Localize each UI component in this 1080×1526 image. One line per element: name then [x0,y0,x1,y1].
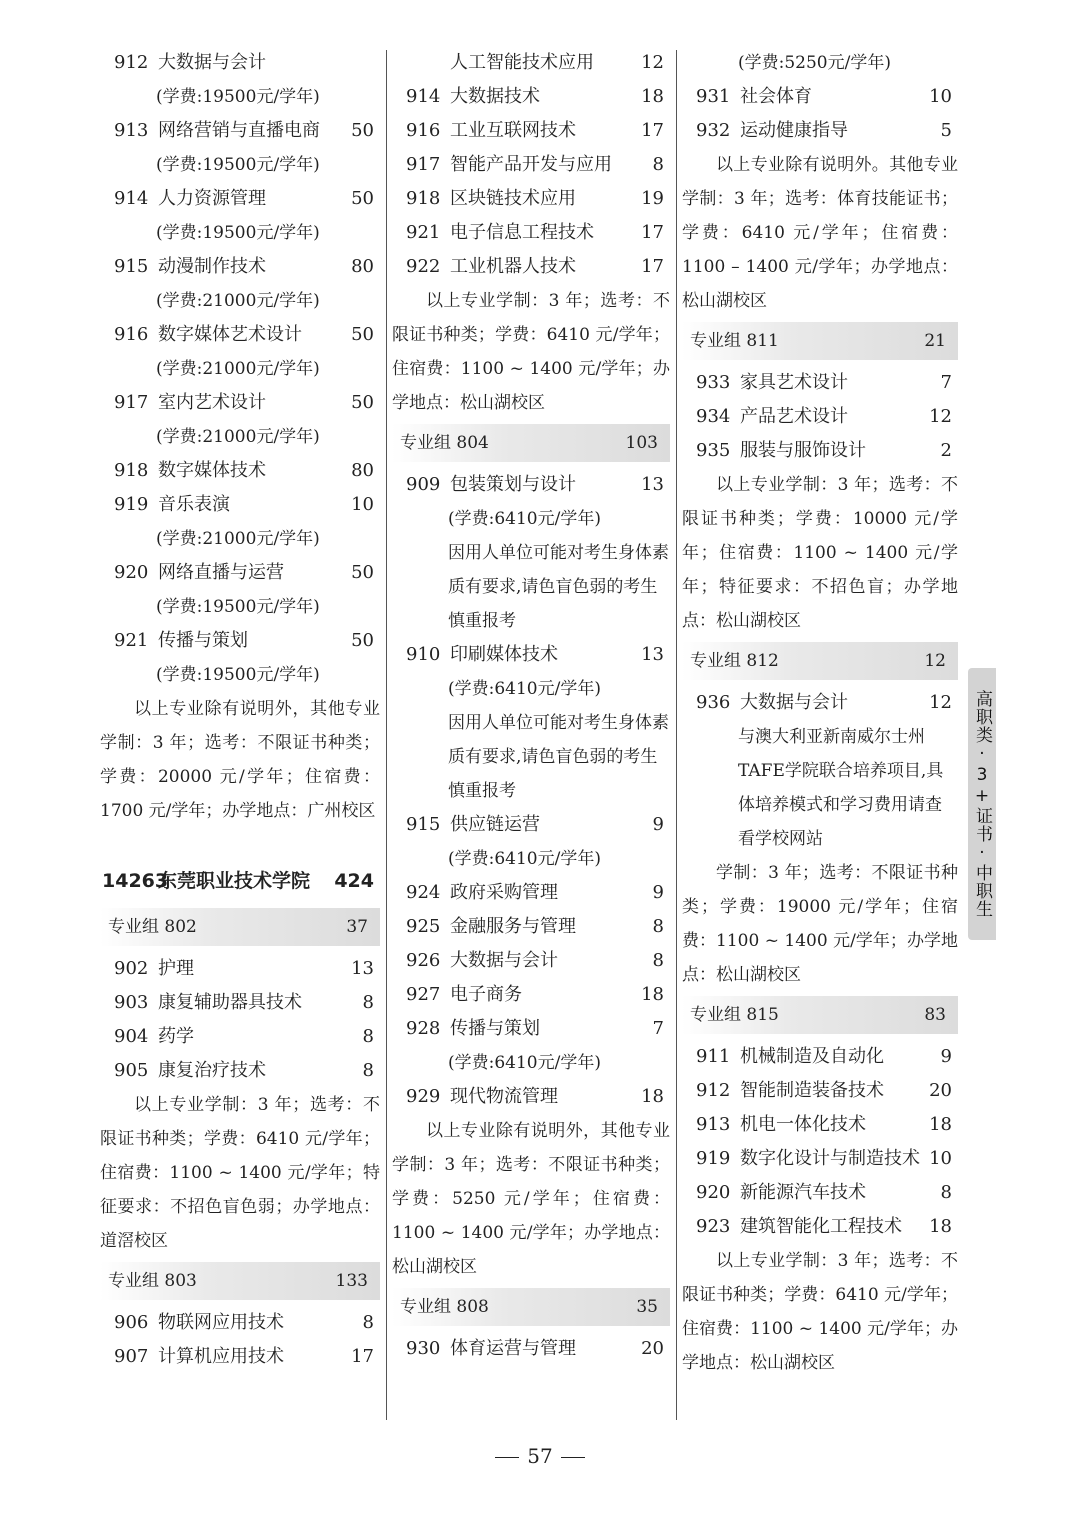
major-name: 社会体育 [740,86,812,107]
major-name: 政府采购管理 [450,882,558,903]
major-code: 905 [114,1060,149,1081]
major-entry [100,954,380,984]
group-label: 专业组 804 [400,433,489,453]
major-code: 931 [696,86,731,107]
tuition-note: (学费:6410元/学年) [448,1053,601,1073]
major-code: 914 [114,188,149,209]
major-name: 传播与策划 [450,1018,540,1039]
enrollment-count: 7 [652,1018,664,1039]
major-group-header [682,642,958,680]
enrollment-count: 50 [351,324,374,345]
group-label: 专业组 811 [690,331,779,351]
major-entry [392,1082,670,1112]
group-count: 103 [625,433,658,453]
major-entry [100,116,380,146]
major-entry [100,1056,380,1086]
major-code: 916 [114,324,149,345]
major-code: 920 [114,562,149,583]
group-count: 21 [924,331,946,351]
enrollment-count: 18 [641,86,664,107]
group-count: 133 [335,1271,368,1291]
major-name: 工业互联网技术 [450,120,576,141]
enrollment-count: 12 [929,692,952,713]
group-requirements: 以上专业除有说明外，其他专业学制：3 年；选考：不限证书种类；学费：20000 元/学年；住宿费：1700 元/学年；办学地点：广州校区 [100,699,380,821]
major-name: 机械制造及自动化 [740,1046,884,1067]
section-side-tab: 高职类·3+证书·中职生 [968,668,996,940]
tuition-note: (学费:6410元/学年) [448,509,601,529]
major-name: 电子商务 [450,984,522,1005]
tuition-note: (学费:21000元/学年) [156,291,320,311]
major-code: 926 [406,950,441,971]
major-name: 数字媒体艺术设计 [158,324,302,345]
major-entry [100,1342,380,1372]
tuition-note: (学费:6410元/学年) [448,849,601,869]
major-entry [100,626,380,656]
major-name: 供应链运营 [450,814,540,835]
enrollment-count: 17 [641,256,664,277]
enrollment-count: 50 [351,562,374,583]
major-name: 人力资源管理 [158,188,266,209]
major-entry [100,48,380,78]
enrollment-count: 13 [351,958,374,979]
major-entry [682,82,958,112]
major-entry [682,1042,958,1072]
major-code: 917 [406,154,441,175]
major-name: 智能制造装备技术 [740,1080,884,1101]
major-name: 工业机器人技术 [450,256,576,277]
enrollment-count: 50 [351,630,374,651]
major-entry [100,1022,380,1052]
major-code: 935 [696,440,731,461]
major-entry [682,116,958,146]
enrollment-count: 13 [641,644,664,665]
tuition-note: (学费:6410元/学年) [448,679,601,699]
major-entry [100,558,380,588]
major-group-header [100,1262,380,1300]
major-entry [392,252,670,282]
enrollment-count: 8 [362,992,374,1013]
major-code: 919 [696,1148,731,1169]
page-number [0,1444,1080,1468]
school-heading [100,864,380,898]
group-requirements: 以上专业学制：3 年；选考：不限证书种类；学费：6410 元/学年；住宿费：1100 ~ 1400 元/学年；办学地点：松山湖校区 [682,1251,958,1373]
major-entry [100,490,380,520]
enrollment-count: 12 [929,406,952,427]
group-label: 专业组 802 [108,917,197,937]
major-code: 912 [696,1080,731,1101]
major-remark: 因用人单位可能对考生身体素质有要求,请色盲色弱的考生慎重报考 [448,543,669,631]
enrollment-count: 8 [652,916,664,937]
major-entry [392,878,670,908]
major-code: 921 [406,222,441,243]
group-count: 37 [346,917,368,937]
tuition-note: (学费:19500元/学年) [156,155,320,175]
major-name: 包装策划与设计 [450,474,576,495]
enrollment-count: 12 [641,52,664,73]
major-code: 907 [114,1346,149,1367]
major-name: 现代物流管理 [450,1086,558,1107]
major-entry [100,184,380,214]
enrollment-count: 10 [929,86,952,107]
enrollment-count: 9 [940,1046,952,1067]
enrollment-count: 20 [929,1080,952,1101]
major-name: 音乐表演 [158,494,230,515]
group-label: 专业组 808 [400,1297,489,1317]
major-name: 动漫制作技术 [158,256,266,277]
major-code: 923 [696,1216,731,1237]
group-requirements: 以上专业除有说明外，其他专业学制：3 年；选考：不限证书种类；学费：5250 元/学年；住宿费：1100 ~ 1400 元/学年；办学地点：松山湖校区 [392,1121,670,1277]
major-code: 917 [114,392,149,413]
major-name: 数字化设计与制造技术 [740,1148,920,1169]
enrollment-count: 8 [652,950,664,971]
column-divider [676,50,677,1420]
major-name: 室内艺术设计 [158,392,266,413]
major-name: 智能产品开发与应用 [450,154,612,175]
major-code: 919 [114,494,149,515]
enrollment-count: 9 [652,882,664,903]
major-name: 区块链技术应用 [450,188,576,209]
major-code: 925 [406,916,441,937]
enrollment-count: 17 [641,120,664,141]
major-name: 网络直播与运营 [158,562,284,583]
major-entry [100,1308,380,1338]
major-code: 933 [696,372,731,393]
major-name: 家具艺术设计 [740,372,848,393]
major-name: 大数据与会计 [158,52,266,73]
major-entry [100,320,380,350]
major-name: 物联网应用技术 [158,1312,284,1333]
major-group-header [100,908,380,946]
major-entry [682,1144,958,1174]
group-requirements: 以上专业除有说明外。其他专业学制：3 年；选考：体育技能证书；学费：6410 元/学年；住宿费：1100 – 1400 元/学年；办学地点：松山湖校区 [682,155,958,311]
group-requirements: 学制：3 年；选考：不限证书种类；学费：19000 元/学年；住宿费：1100 ~ 1400 元/学年；办学地点：松山湖校区 [682,863,958,985]
major-code: 913 [696,1114,731,1135]
major-entry [682,1110,958,1140]
enrollment-count: 18 [929,1114,952,1135]
major-code: 906 [114,1312,149,1333]
group-label: 专业组 812 [690,651,779,671]
major-code: 922 [406,256,441,277]
major-entry [392,946,670,976]
major-name: 传播与策划 [158,630,248,651]
major-entry [100,988,380,1018]
major-entry [392,1014,670,1044]
major-entry [682,1178,958,1208]
enrollment-count: 8 [362,1060,374,1081]
tuition-note: (学费:21000元/学年) [156,529,320,549]
major-code: 909 [406,474,441,495]
enrollment-count: 9 [652,814,664,835]
enrollment-count: 5 [940,120,952,141]
major-code: 929 [406,1086,441,1107]
major-code: 904 [114,1026,149,1047]
enrollment-count: 8 [940,1182,952,1203]
major-entry [682,688,958,718]
major-name: 服装与服饰设计 [740,440,866,461]
enrollment-count: 8 [362,1312,374,1333]
enrollment-count: 50 [351,188,374,209]
major-entry [100,252,380,282]
major-name: 印刷媒体技术 [450,644,558,665]
tuition-note: (学费:21000元/学年) [156,359,320,379]
major-code: 915 [114,256,149,277]
major-code: 932 [696,120,731,141]
group-requirements: 以上专业学制：3 年；选考：不限证书种类；学费：6410 元/学年；住宿费：1100 ~ 1400 元/学年；办学地点：松山湖校区 [392,291,670,413]
enrollment-count: 8 [652,154,664,175]
major-name: 体育运营与管理 [450,1338,576,1359]
group-label: 专业组 803 [108,1271,197,1291]
page-number-value: 57 [527,1444,553,1468]
enrollment-count: 10 [929,1148,952,1169]
major-code: 918 [114,460,149,481]
major-code: 903 [114,992,149,1013]
school-code: 14263 [102,870,169,892]
major-entry [392,116,670,146]
major-code: 915 [406,814,441,835]
major-code: 916 [406,120,441,141]
major-name: 计算机应用技术 [158,1346,284,1367]
major-name: 康复辅助器具技术 [158,992,302,1013]
major-group-header [682,322,958,360]
tuition-note: (学费:19500元/学年) [156,223,320,243]
enrollment-count: 50 [351,120,374,141]
major-code: 910 [406,644,441,665]
school-name: 东莞职业技术学院 [158,870,311,892]
major-entry [392,912,670,942]
major-code: 930 [406,1338,441,1359]
major-code: 902 [114,958,149,979]
major-entry [392,218,670,248]
major-code: 921 [114,630,149,651]
major-entry [682,436,958,466]
enrollment-count: 18 [641,1086,664,1107]
major-entry [682,1212,958,1242]
group-requirements: 以上专业学制：3 年；选考：不限证书种类；学费：6410 元/学年；住宿费：1100 ~ 1400 元/学年；特征要求：不招色盲色弱；办学地点：道滘校区 [100,1095,380,1251]
major-name: 机电一体化技术 [740,1114,866,1135]
major-entry [682,402,958,432]
major-name: 大数据技术 [450,86,540,107]
enrollment-count: 50 [351,392,374,413]
major-group-header [392,424,670,462]
major-name: 大数据与会计 [450,950,558,971]
group-count: 83 [924,1005,946,1025]
major-name: 人工智能技术应用 [450,52,594,73]
major-entry [392,470,670,500]
enrollment-count: 20 [641,1338,664,1359]
group-count: 12 [924,651,946,671]
enrollment-count: 80 [351,460,374,481]
major-code: 913 [114,120,149,141]
group-label: 专业组 815 [690,1005,779,1025]
major-entry [392,150,670,180]
major-group-header [392,1288,670,1326]
major-name: 康复治疗技术 [158,1060,266,1081]
major-name: 大数据与会计 [740,692,848,713]
major-entry [392,82,670,112]
major-name: 护理 [158,958,194,979]
major-name: 建筑智能化工程技术 [740,1216,902,1237]
enrollment-count: 19 [641,188,664,209]
tuition-note: (学费:19500元/学年) [156,597,320,617]
enrollment-count: 7 [940,372,952,393]
major-entry [100,388,380,418]
major-entry [392,810,670,840]
enrollment-count: 2 [940,440,952,461]
major-code: 927 [406,984,441,1005]
enrollment-count: 17 [351,1346,374,1367]
major-code: 936 [696,692,731,713]
enrollment-count: 18 [929,1216,952,1237]
major-code: 924 [406,882,441,903]
major-code: 934 [696,406,731,427]
major-remark: 因用人单位可能对考生身体素质有要求,请色盲色弱的考生慎重报考 [448,713,669,801]
major-remark: 与澳大利亚新南威尔士州TAFE学院联合培养项目,具体培养模式和学习费用请查看学校网站 [738,727,944,849]
enrollment-count: 80 [351,256,374,277]
major-entry [392,980,670,1010]
tuition-note: (学费:5250元/学年) [738,53,891,73]
major-entry [392,1334,670,1364]
tuition-note: (学费:19500元/学年) [156,665,320,685]
major-name: 产品艺术设计 [740,406,848,427]
enrollment-count: 10 [351,494,374,515]
major-name: 新能源汽车技术 [740,1182,866,1203]
major-entry [682,1076,958,1106]
major-name: 金融服务与管理 [450,916,576,937]
major-code: 914 [406,86,441,107]
group-requirements: 以上专业学制：3 年；选考：不限证书种类；学费：10000 元/学年；住宿费：1100 ~ 1400 元/学年；特征要求：不招色盲；办学地点：松山湖校区 [682,475,958,631]
enrollment-count: 17 [641,222,664,243]
major-entry [392,184,670,214]
tuition-note: (学费:21000元/学年) [156,427,320,447]
major-code: 918 [406,188,441,209]
major-code: 911 [696,1046,731,1067]
enrollment-count: 8 [362,1026,374,1047]
major-name: 运动健康指导 [740,120,848,141]
major-name: 药学 [158,1026,194,1047]
major-entry [100,456,380,486]
major-code: 920 [696,1182,731,1203]
major-entry [682,368,958,398]
major-code: 912 [114,52,149,73]
enrollment-count: 18 [641,984,664,1005]
school-total: 424 [334,870,374,892]
major-name: 网络营销与直播电商 [158,120,320,141]
enrollment-count: 13 [641,474,664,495]
tuition-note: (学费:19500元/学年) [156,87,320,107]
major-name: 数字媒体技术 [158,460,266,481]
major-code: 928 [406,1018,441,1039]
major-entry [392,640,670,670]
group-count: 35 [636,1297,658,1317]
column-divider [386,50,387,1420]
major-name: 电子信息工程技术 [450,222,594,243]
major-group-header [682,996,958,1034]
major-entry [392,48,670,78]
